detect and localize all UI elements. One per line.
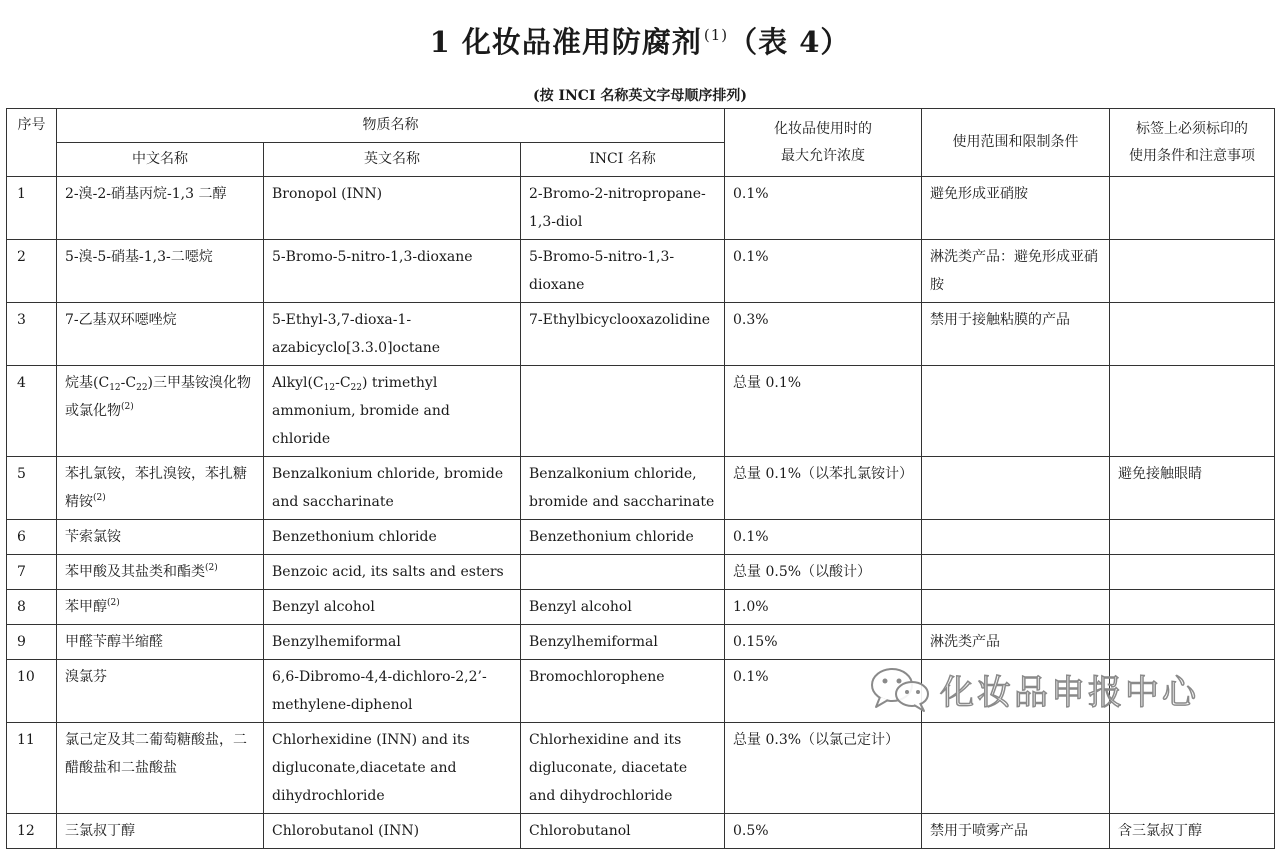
document-subtitle: (按 INCI 名称英文字母顺序排列) [532, 88, 748, 104]
cell-scope [922, 555, 1110, 590]
cell-seq: 3 [7, 303, 57, 366]
table-row [7, 240, 1275, 303]
header-chinese-name: 中文名称 [57, 143, 264, 177]
cell-inci-name: Chlorhexidine and its digluconate, diacetate and dihydrochloride [521, 723, 725, 814]
cell-english-name: Chlorhexidine (INN) and its digluconate,diacetate and dihydrochloride [264, 723, 521, 814]
cell-inci-name: Benzylhemiformal [521, 625, 725, 660]
cell-inci-name: 7-Ethylbicyclooxazolidine [521, 303, 725, 366]
cell-label [1110, 520, 1275, 555]
cell-seq: 9 [7, 625, 57, 660]
table-row [7, 814, 1275, 849]
cell-chinese-name: 甲醛苄醇半缩醛 [57, 625, 264, 660]
cell-chinese-name: 苯甲醇$^{(2)}$ [57, 590, 264, 625]
table-row [7, 177, 1275, 240]
watermark [868, 664, 1199, 714]
cell-scope: 禁用于接触粘膜的产品 [922, 303, 1110, 366]
cell-chinese-name: 5-溴-5-硝基-1,3-二噁烷 [57, 240, 264, 303]
header-scope-restrictions: 使用范围和限制条件 [922, 109, 1110, 177]
cell-label: 含三氯叔丁醇 [1110, 814, 1275, 849]
footnote-marker: (2) [121, 402, 134, 412]
cell-inci-name: Benzyl alcohol [521, 590, 725, 625]
header-max-concentration-line2: 最大允许浓度 [781, 147, 866, 164]
cell-inci-name: 2-Bromo-2-nitropropane-1,3-diol [521, 177, 725, 240]
cell-scope: 淋洗类产品：避免形成亚硝胺 [922, 240, 1110, 303]
cell-seq: 7 [7, 555, 57, 590]
header-label-warnings-line2: 使用条件和注意事项 [1129, 147, 1256, 164]
header-row-1 [7, 109, 1275, 143]
cell-english-name: Benzalkonium chloride, bromide and saccharinate [264, 457, 521, 520]
table-row [7, 555, 1275, 590]
cell-max-concentration: 0.1% [725, 240, 922, 303]
cell-seq: 12 [7, 814, 57, 849]
table-body [7, 177, 1275, 849]
cell-seq: 8 [7, 590, 57, 625]
cell-english-name: Chlorobutanol (INN) [264, 814, 521, 849]
footnote-marker: (2) [205, 563, 218, 573]
header-max-concentration-line1: 化妆品使用时的 [774, 120, 873, 137]
cell-seq: 6 [7, 520, 57, 555]
cell-seq: 4 [7, 366, 57, 457]
cell-max-concentration: 总量 0.3%（以氯己定计） [725, 723, 922, 814]
cell-inci-name [521, 366, 725, 457]
cell-english-name: 6,6-Dibromo-4,4-dichloro-2,2’-methylene-diphenol [264, 660, 521, 723]
table-row [7, 723, 1275, 814]
cell-max-concentration: 0.1% [725, 520, 922, 555]
cell-scope [922, 520, 1110, 555]
cell-seq: 5 [7, 457, 57, 520]
cell-scope [922, 457, 1110, 520]
cell-label [1110, 240, 1275, 303]
table-row [7, 520, 1275, 555]
title-table-number: （表 4） [728, 25, 851, 59]
cell-scope: 避免形成亚硝胺 [922, 177, 1110, 240]
header-max-concentration [725, 109, 922, 177]
cell-scope [922, 723, 1110, 814]
cell-chinese-name: 7-乙基双环噁唑烷 [57, 303, 264, 366]
cell-label [1110, 303, 1275, 366]
cell-max-concentration: 总量 0.5%（以酸计） [725, 555, 922, 590]
cell-seq: 10 [7, 660, 57, 723]
cell-english-name: Benzoic acid, its salts and esters [264, 555, 521, 590]
cell-chinese-name: 2-溴-2-硝基丙烷-1,3 二醇 [57, 177, 264, 240]
cell-inci-name: Bromochlorophene [521, 660, 725, 723]
cell-chinese-name: 溴氯芬 [57, 660, 264, 723]
cell-english-name: Bronopol (INN) [264, 177, 521, 240]
watermark-text: 化妆品申报中心 [940, 672, 1199, 713]
cell-english-name: Benzyl alcohol [264, 590, 521, 625]
preservatives-table [6, 108, 1275, 849]
cell-label [1110, 366, 1275, 457]
title-text: 1 化妆品准用防腐剂 [429, 25, 702, 59]
cell-english-name: Benzethonium chloride [264, 520, 521, 555]
table-row [7, 625, 1275, 660]
wechat-logo-icon [868, 665, 932, 713]
cell-scope: 淋洗类产品 [922, 625, 1110, 660]
header-label-warnings-line1: 标签上必须标印的 [1136, 120, 1249, 137]
header-label-warnings [1110, 109, 1275, 177]
cell-chinese-name: 苯甲酸及其盐类和酯类$^{(2)}$ [57, 555, 264, 590]
cell-max-concentration: 0.1% [725, 177, 922, 240]
cell-chinese-name: 烷基$(C_{12}-C_{22})$三甲基铵溴化物或氯化物$^{(2)}$ [57, 366, 264, 457]
cell-label [1110, 723, 1275, 814]
cell-max-concentration: 1.0% [725, 590, 922, 625]
cell-label [1110, 625, 1275, 660]
table-row [7, 590, 1275, 625]
cell-max-concentration: 0.5% [725, 814, 922, 849]
cell-max-concentration: 总量 0.1% [725, 366, 922, 457]
cell-inci-name: Benzethonium chloride [521, 520, 725, 555]
header-substance-name: 物质名称 [57, 109, 725, 143]
header-english-name: 英文名称 [264, 143, 521, 177]
cell-inci-name: Benzalkonium chloride, bromide and saccharinate [521, 457, 725, 520]
header-seq: 序号 [7, 109, 57, 177]
cell-max-concentration: 0.15% [725, 625, 922, 660]
cell-inci-name: Chlorobutanol [521, 814, 725, 849]
table-row [7, 366, 1275, 457]
header-inci-name: INCI 名称 [521, 143, 725, 177]
cell-label: 避免接触眼睛 [1110, 457, 1275, 520]
cell-seq: 11 [7, 723, 57, 814]
table-header [7, 109, 1275, 177]
cell-scope: 禁用于喷雾产品 [922, 814, 1110, 849]
cell-inci-name [521, 555, 725, 590]
cell-seq: 1 [7, 177, 57, 240]
cell-inci-name: 5-Bromo-5-nitro-1,3-dioxane [521, 240, 725, 303]
title-footnote-marker: (1) [703, 26, 729, 44]
cell-seq: 2 [7, 240, 57, 303]
cell-label [1110, 177, 1275, 240]
cell-english-name: $Alkyl(C_{12}-C_{22})$ trimethyl ammonium, bromide and chloride [264, 366, 521, 457]
cell-chinese-name: 苄索氯铵 [57, 520, 264, 555]
cell-scope [922, 366, 1110, 457]
cell-max-concentration: 0.1% [725, 660, 922, 723]
footnote-marker: (2) [93, 493, 106, 503]
cell-max-concentration: 总量 0.1%（以苯扎氯铵计） [725, 457, 922, 520]
cell-label [1110, 590, 1275, 625]
cell-label [1110, 555, 1275, 590]
document-title [0, 20, 1280, 61]
cell-chinese-name: 氯己定及其二葡萄糖酸盐，二醋酸盐和二盐酸盐 [57, 723, 264, 814]
footnote-marker: (2) [107, 598, 120, 608]
cell-english-name: Benzylhemiformal [264, 625, 521, 660]
cell-english-name: 5-Ethyl-3,7-dioxa-1-azabicyclo[3.3.0]octane [264, 303, 521, 366]
table-row [7, 303, 1275, 366]
cell-english-name: 5-Bromo-5-nitro-1,3-dioxane [264, 240, 521, 303]
cell-max-concentration: 0.3% [725, 303, 922, 366]
cell-scope [922, 590, 1110, 625]
cell-chinese-name: 苯扎氯铵，苯扎溴铵，苯扎糖精铵$^{(2)}$ [57, 457, 264, 520]
cell-chinese-name: 三氯叔丁醇 [57, 814, 264, 849]
table-row [7, 457, 1275, 520]
